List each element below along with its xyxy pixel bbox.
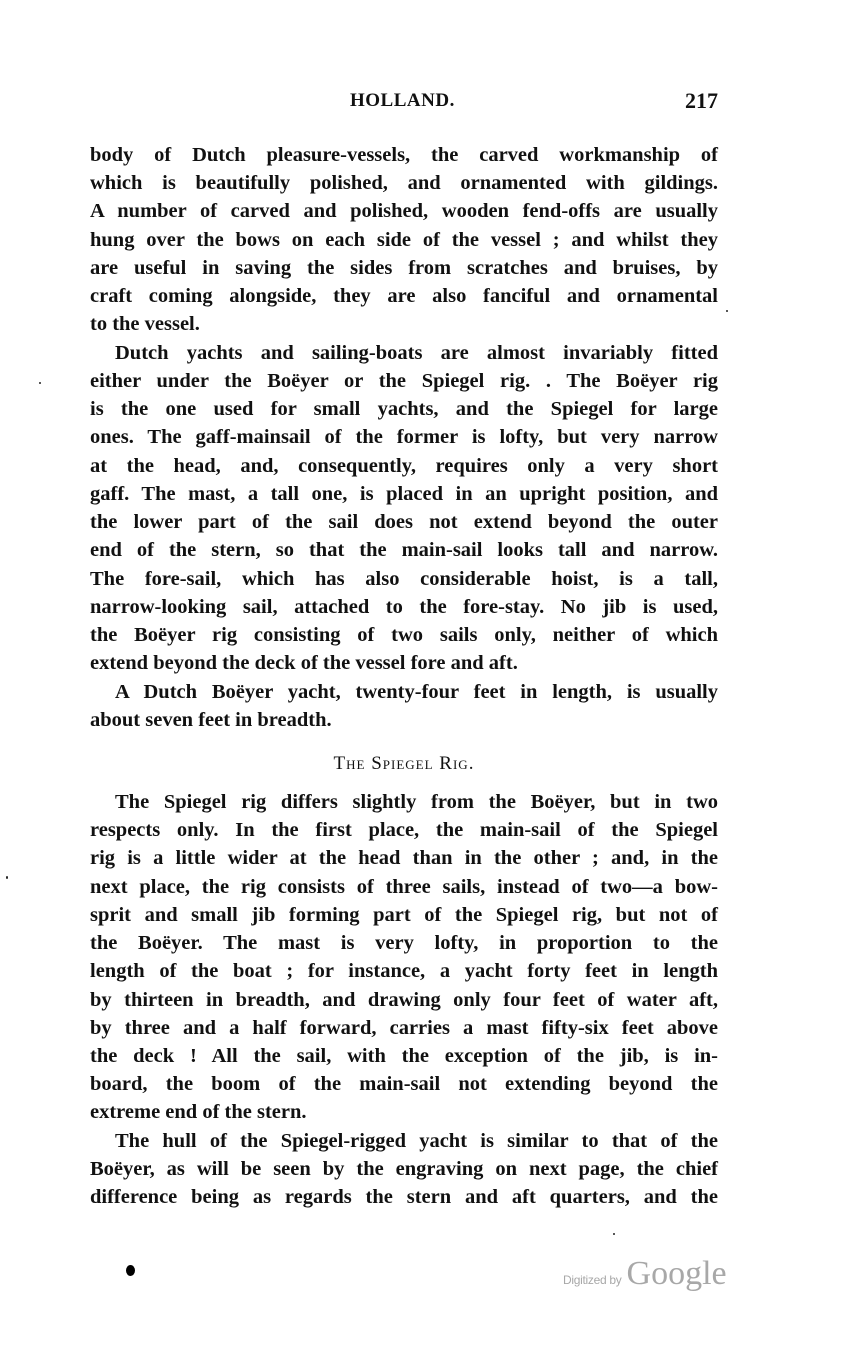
text-line: to the vessel. <box>90 313 200 335</box>
text-line: length of the boat ; for instance, a yacht forty feet in length <box>90 960 718 982</box>
text-line: board, the boom of the main-sail not extending beyond the <box>90 1073 718 1095</box>
scan-speck <box>39 382 41 384</box>
text-line: The fore-sail, which has also considerable hoist, is a tall, <box>90 568 718 590</box>
text-line: at the head, and, consequently, requires only a very short <box>90 455 718 477</box>
google-logo: Google <box>626 1255 727 1292</box>
text-line: ones. The gaff-mainsail of the former is lofty, but very narrow <box>90 426 718 448</box>
text-line: A number of carved and polished, wooden fend-offs are usually <box>90 200 718 222</box>
text-line: sprit and small jib forming part of the Spiegel rig, but not of <box>90 904 718 926</box>
text-line: are useful in saving the sides from scratches and bruises, by <box>90 257 718 279</box>
text-line: Boëyer, as will be seen by the engraving on next page, the chief <box>90 1158 718 1180</box>
page-number: 217 <box>685 88 718 113</box>
text-line: The Spiegel rig differs slightly from the Boëyer, but in two <box>115 791 718 813</box>
text-line: next place, the rig consists of three sails, instead of two—a bow- <box>90 876 718 898</box>
running-title: HOLLAND. <box>350 90 455 111</box>
text-line: difference being as regards the stern and aft quarters, and the <box>90 1186 718 1208</box>
digitized-watermark <box>563 1255 727 1293</box>
scan-speck <box>613 1233 615 1235</box>
text-line: gaff. The mast, a tall one, is placed in an upright position, and <box>90 483 718 505</box>
text-line: which is beautifully polished, and ornamented with gildings. <box>90 172 718 194</box>
scan-speck <box>726 310 728 312</box>
text-line: The hull of the Spiegel-rigged yacht is similar to that of the <box>115 1130 718 1152</box>
text-line: either under the Boëyer or the Spiegel rig. . The Boëyer rig <box>90 370 718 392</box>
section-heading: The Spiegel Rig. <box>333 753 475 774</box>
text-line: Dutch yachts and sailing-boats are almost invariably fitted <box>115 342 718 364</box>
text-line: extreme end of the stern. <box>90 1101 307 1123</box>
text-line: the Boëyer rig consisting of two sails only, neither of which <box>90 624 718 646</box>
text-line: body of Dutch pleasure-vessels, the carved workmanship of <box>90 144 718 166</box>
text-line: end of the stern, so that the main-sail looks tall and narrow. <box>90 539 718 561</box>
text-line: by thirteen in breadth, and drawing only four feet of water aft, <box>90 989 718 1011</box>
text-line: the lower part of the sail does not extend beyond the outer <box>90 511 718 533</box>
running-head <box>90 90 718 120</box>
text-line: hung over the bows on each side of the vessel ; and whilst they <box>90 229 718 251</box>
scan-speck <box>6 876 8 879</box>
text-line: the Boëyer. The mast is very lofty, in proportion to the <box>90 932 718 954</box>
text-line: respects only. In the first place, the main-sail of the Spiegel <box>90 819 718 841</box>
text-line: narrow-looking sail, attached to the fore-stay. No jib is used, <box>90 596 718 618</box>
text-line: craft coming alongside, they are also fanciful and ornamental <box>90 285 718 307</box>
text-line: is the one used for small yachts, and the Spiegel for large <box>90 398 718 420</box>
text-line: extend beyond the deck of the vessel fore and aft. <box>90 652 518 674</box>
text-line: A Dutch Boëyer yacht, twenty-four feet in length, is usually <box>115 681 718 703</box>
text-line: by three and a half forward, carries a mast fifty-six feet above <box>90 1017 718 1039</box>
watermark-prefix: Digitized by <box>563 1273 622 1287</box>
text-line: rig is a little wider at the head than in the other ; and, in the <box>90 847 718 869</box>
text-line: about seven feet in breadth. <box>90 709 332 731</box>
text-line: the deck ! All the sail, with the exception of the jib, is in- <box>90 1045 718 1067</box>
ink-blot <box>126 1265 135 1276</box>
